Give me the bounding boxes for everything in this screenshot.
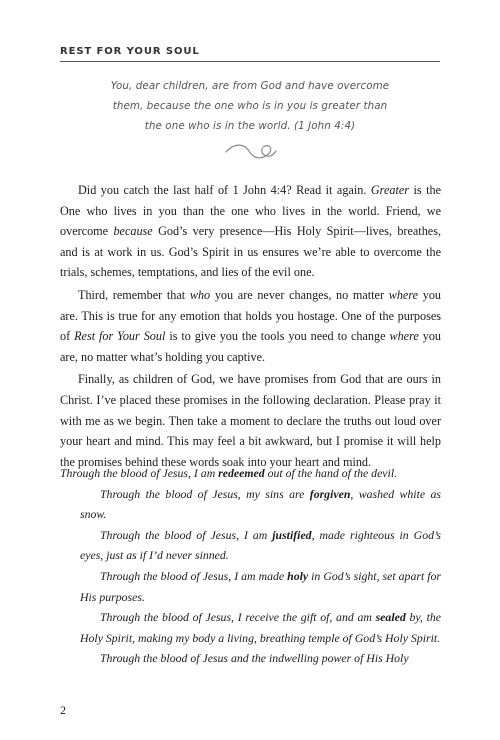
paragraph-text: is the One who lives in you than the one who lives in the world. Friend, we overcome xyxy=(60,183,441,239)
declaration-text: forgiven xyxy=(309,486,351,501)
declaration-line xyxy=(60,525,441,566)
declaration-text: in God’s sight, set apart for His purposes. xyxy=(80,568,441,604)
declaration-line xyxy=(60,484,441,525)
declaration-line xyxy=(60,607,441,648)
paragraph-text: who xyxy=(189,287,211,302)
paragraph-text: you are. This is true for any emotion that holds you hostage. One of the purposes of xyxy=(60,287,441,344)
paragraph-text: you are, no matter what’s holding you captive. xyxy=(60,329,441,364)
body-paragraph xyxy=(60,285,441,367)
epigraph-line: the one who is in the world. (1 John 4:4) xyxy=(144,120,356,132)
paragraph-text: God’s very presence—His Holy Spirit—lives, breathes, and is at work in us. God’s Spirit in us ensures we’re able to overcome the trials, schemes, temptations, and lies of the evil one. xyxy=(60,224,441,280)
paragraph-text: Third, remember that xyxy=(78,287,190,302)
declaration-text: Through the blood of Jesus, my sins are xyxy=(100,486,310,501)
paragraph-text: is to give you the tools you need to change xyxy=(165,329,390,344)
paragraph-text: you are never changes, no matter xyxy=(210,287,389,302)
declaration-prayer xyxy=(60,463,441,669)
running-head: REST FOR YOUR SOUL xyxy=(60,46,200,57)
declaration-text: justified xyxy=(272,527,312,542)
declaration-text: holy xyxy=(287,568,309,583)
paragraph-text: Finally, as children of God, we have promises from God that are ours in Christ. I’ve placed these promises in the following declaration. Please pray it with me as we begin. Then take a moment to declare the truths out loud over your heart and mind. This may feel a bit awkward, but I promise it will help the promises behind these words soak into your heart and mind. xyxy=(60,372,441,469)
paragraph-text: where xyxy=(388,287,419,302)
declaration-text: Through the blood of Jesus and the indwelling power of His Holy xyxy=(100,651,409,666)
declaration-text: Through the blood of Jesus, I am made xyxy=(100,568,288,583)
declaration-text: by, the Holy Spirit, making my body a living, breathing temple of God’s Holy Spirit. xyxy=(80,610,441,645)
declaration-line xyxy=(60,648,441,669)
declaration-text: sealed xyxy=(375,610,406,625)
declaration-line xyxy=(60,463,441,484)
declaration-text: out of the hand of the devil. xyxy=(264,466,398,480)
epigraph xyxy=(100,76,400,136)
declaration-text: Through the blood of Jesus, I am xyxy=(100,527,273,542)
epigraph-line: them, because the one who is in you is greater than xyxy=(112,100,388,112)
epigraph-line: You, dear children, are from God and have overcome xyxy=(110,80,390,92)
paragraph-text: because xyxy=(113,224,153,239)
declaration-text: redeemed xyxy=(218,466,265,480)
paragraph-text: Did you catch the last half of 1 John 4:4? Read it again. xyxy=(78,183,371,197)
header-rule xyxy=(60,61,440,62)
declaration-line xyxy=(60,566,441,607)
paragraph-text: where xyxy=(389,329,419,344)
declaration-text: , washed white as snow. xyxy=(80,486,441,522)
paragraph-text: Greater xyxy=(370,183,409,197)
declaration-text: , made righteous in God’s eyes, just as if I’d never sinned. xyxy=(80,527,441,563)
body-paragraph xyxy=(60,369,441,472)
declaration-text: Through the blood of Jesus, I am xyxy=(60,466,219,480)
flourish-ornament-icon xyxy=(222,140,278,164)
paragraph-text: Rest for Your Soul xyxy=(74,329,166,344)
body-text xyxy=(60,180,441,474)
body-paragraph xyxy=(60,180,441,283)
declaration-text: Through the blood of Jesus, I receive the gift of, and am xyxy=(100,610,376,625)
page-number: 2 xyxy=(60,703,66,717)
